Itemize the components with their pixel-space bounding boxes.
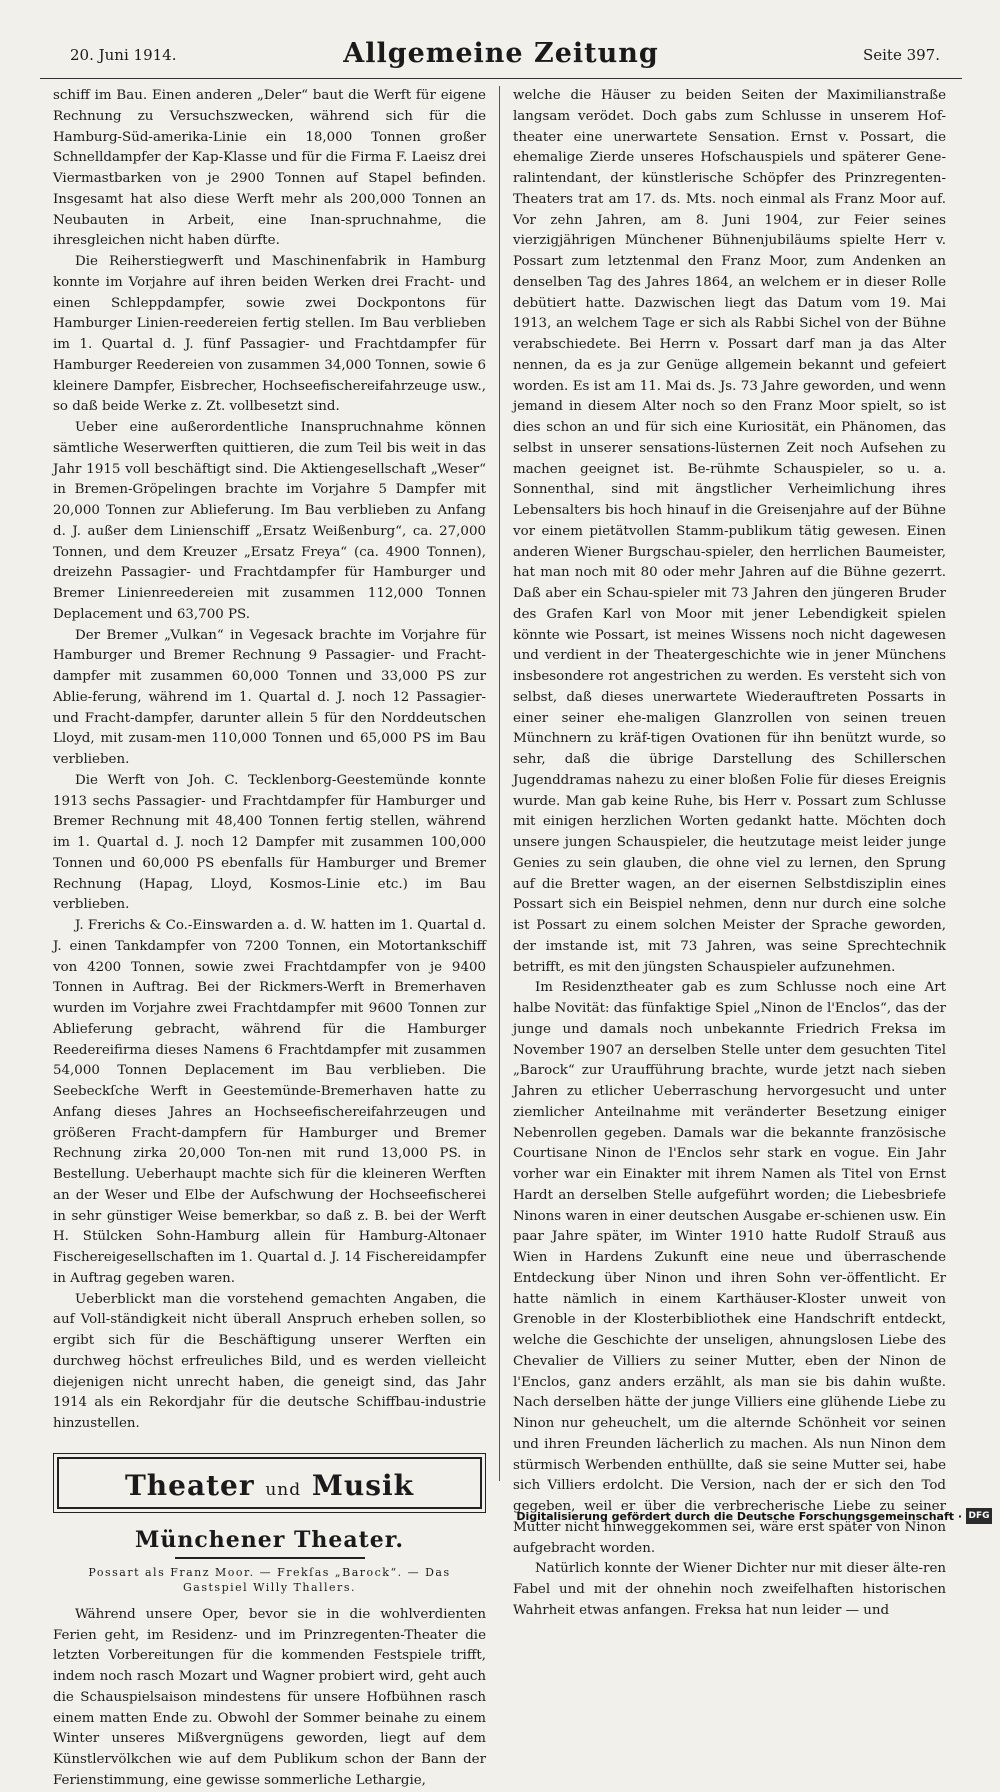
paragraph: Ueber eine außerordentliche Inanspruchnahme können sämtliche Weserwerften quittieren, die zum Teil bis weit in das Jahr 1915 voll beschäftigt sind. Die Aktiengesellschaft „Weser“ in Bremen-Gröpelingen brachte im Vorjahre 5 Dampfer mit 20,000 Tonnen zur Ablieferung. Im Bau verblieben zu Anfang d. J. außer dem Linienschiff „Ersatz Weißenburg“, ca. 27,000 Tonnen, und dem Kreuzer „Ersatz Freya“ (ca. 4900 Tonnen), dreizehn Passagier- und Frachtdampfer für Hamburger und Bremer Linienreedereien mit zusammen 112,000 Tonnen Deplacement und 63,700 PS. bbox=[53, 420, 486, 622]
issue-date: 20. Juni 1914. bbox=[70, 46, 177, 64]
dfg-logo: DFG bbox=[966, 1508, 992, 1524]
footer-credit: Digitalisierung gefördert durch die Deutsche Forschungsgemeinschaft · bbox=[516, 1510, 962, 1523]
section-heading-theater: Theater bbox=[124, 1468, 255, 1502]
page-header bbox=[40, 38, 962, 79]
paragraph: Im Residenztheater gab es zum Schlusse noch eine Art halbe Novität: das fünfaktige Spiel „Ninon de l'Enclos“, das der junge und damals noch unbekannte Friedrich Freksa im November 1907 an derselben Stelle unter dem gesuchten Titel „Barock“ zur Uraufführung brachte, wurde jetzt nach sieben Jahren zu etlicher Ueberraschung hervorgesucht und unter ziemlicher Anteilnahme mit veränderter Besetzung einiger Nebenrollen gegeben. Damals war die bekannte französische Courtisane Ninon de l'Enclos sehr stark en vogue. Ein Jahr vorher war ein Einakter mit ihrem Namen als Titel von Ernst Hardt an derselben Stelle aufgeführt worden; die Liebesbriefe Ninons waren in einer deutschen Ausgabe er-schienen usw. Ein paar Jahre später, im Winter 1910 hatte Rudolf Strauß aus Wien in Hardens Zukunft eine neue und überraschende Entdeckung über Ninon und ihren Sohn ver-öffentlicht. Er hatte nämlich in einem Karthäuser-Kloster unweit von Grenoble in der Klosterbibliothek eine Handschrift entdeckt, welche die Geschichte der unseligen, ahnungslosen Liebe des Chevalier de Villiers zu seiner Mutter, eben der Ninon de l'Enclos, ganz anders erzählt, als man sie bis dahin wußte. Nach derselben hätte der junge Villiers eine glühende Liebe zu Ninon nur geheuchelt, um die alternde Schönheit vor seinen und ihren Freunden lächerlich zu machen. Als nun Ninon dem stürmisch Werbenden enthüllte, daß sie seine Mutter sei, habe sich Villiers erdolcht. Die Version, nach der er sich den Tod gegeben, weil er über die verbrecherische Liebe zu seiner Mutter nicht hinweggekommen sei, wäre erst später von Ninon aufgebracht worden. bbox=[513, 980, 946, 1556]
page-number: Seite 397. bbox=[862, 46, 940, 64]
page-footer bbox=[0, 1498, 1000, 1532]
section-heading-musik: Musik bbox=[311, 1468, 415, 1502]
newspaper-title: Allgemeine Zeitung bbox=[343, 38, 659, 69]
article-title: Münchener Theater. bbox=[135, 1526, 404, 1553]
title-rule bbox=[175, 1557, 365, 1559]
paragraph: Ueberblickt man die vorstehend gemachten Angaben, die auf Voll-ständigkeit nicht überall Anspruch erheben sollen, so ergibt sich für die Beschäftigung unserer Werften ein durchweg höchst erfreuliches Bild, und es werden vielleicht diejenigen nicht unrecht haben, die geneigt sind, das Jahr 1914 als ein Rekordjahr für die deutsche Schiffbau-industrie hinzustellen. bbox=[53, 1291, 486, 1431]
paragraph: Die Werft von Joh. C. Tecklenborg-Geestemünde konnte 1913 sechs Passagier- und Frachtdampfer für Hamburger und Bremer Rechnung mit 48,400 Tonnen fertig stellen, während im 1. Quartal d. J. noch 12 Dampfer mit zusammen 100,000 Tonnen und 60,000 PS ebenfalls für Hamburger und Bremer Rechnung (Hapag, Lloyd, Kosmos-Linie etc.) im Bau verblieben. bbox=[53, 772, 486, 913]
paragraph: welche die Häuser zu beiden Seiten der Maximilianstraße langsam verödet. Doch gabs zum Schlusse in unserem Hof-theater eine unerwartete Sensation. Ernst v. Possart, die ehemalige Zierde unseres Hofschauspiels und späterer Gene-ralintendant, der künstlerische Schöpfer des Prinzregenten-Theaters trat am 17. ds. Mts. noch einmal als Franz Moor auf. Vor zehn Jahren, am 8. Juni 1904, zur Feier seines vierzigjährigen Münchener Bühnenjubiläums spielte Herr v. Possart zum letztenmal den Franz Moor, zum Andenken an denselben Tag des Jahres 1864, an welchem er in dieser Rolle debütiert hatte. Dazwischen liegt das Datum vom 19. Mai 1913, an welchem Tage er sich als Rabbi Sichel von der Bühne verabschiedete. Bei Herrn v. Possart darf man ja das Alter nennen, da es ja zur Genüge allgemein bekannt und gefeiert worden. Es ist am 11. Mai ds. Js. 73 Jahre geworden, und wenn jemand in diesem Alter noch so den Franz Moor spielt, so ist dies schon an und für sich eine Kuriosität, ein Phänomen, das selbst in unserer sensations-lüsternen Zeit noch Aufsehen zu machen geeignet ist. Be-rühmte Schauspieler, so u. a. Sonnenthal, sind mit ängstlicher Verheimlichung ihres Lebensalters bis hoch hinauf in die Greisenjahre auf der Bühne vor einem pietätvollen Stamm-publikum tätig gewesen. Einen anderen Wiener Burgschau-spieler, den herrlichen Baumeister, hat man noch mit 80 oder mehr Jahren auf die Bühne gezerrt. Daß aber ein Schau-spieler mit 73 Jahren den jüngeren Bruder des Grafen Karl von Moor mit jener Lebendigkeit spielen könnte wie Possart, ist meines Wissens noch nicht dagewesen und verdient in der Theatergeschichte wie in jener Münchens insbesondere rot angestrichen zu werden. Es versteht sich von selbst, daß dieses unerwartete Wiederauftreten Possarts in einer seiner ehe-maligen Glanzrollen von seinen treuen Münchnern zu kräf-tigen Ovationen für ihn benützt wurde, so sehr, daß die übrige Darstellung des Schillerschen Jugenddramas nahezu zu einer bloßen Folie für dieses Ereignis wurde. Man gab keine Ruhe, bis Herr v. Possart zum Schlusse mit einigen herzlichen Worten gedankt hatte. Möchten doch unsere jungen Schauspieler, die heutzutage meist leider junge Genies zu sein glauben, die ohne viel zu lernen, den Sprung auf die Bretter wagen, an der eisernen Selbstdisziplin eines Possart sich ein Beispiel nehmen, denn nur durch eine solche ist Possart zu einem solchen Meister der Sprache geworden, der imstande ist, mit 73 Jahren, was seine Sprechtechnik betrifft, es mit den jüngsten Schauspieler aufzunehmen. bbox=[513, 88, 946, 975]
section-heading-und: und bbox=[265, 1479, 302, 1500]
left-column bbox=[53, 86, 486, 1788]
column-divider bbox=[499, 86, 500, 1481]
article-tagline: Possart als Franz Moor. — Frekſas „Barock“. — Das Gastspiel Willy Thallers. bbox=[88, 1565, 451, 1594]
paragraph: Natürlich konnte der Wiener Dichter nur mit dieser älte-ren Fabel und mit der ohnehin noch zweifelhaften historischen Wahrheit etwas anfangen. Freksa hat nun leider — und bbox=[513, 1561, 946, 1618]
paragraph: Während unsere Oper, bevor sie in die wohlverdienten Ferien geht, im Residenz- und im Prinzregenten-Theater die letzten Vorbereitungen für die kommenden Festspiele trifft, indem noch rasch Mozart und Wagner probiert wird, geht auch die Schauspielsaison mindestens für unsere Hofbühnen rasch einem matten Ende zu. Obwohl der Sommer beinahe zu einem Winter unseres Mißvergnügens geworden, liegt auf dem Künstlervölkchen wie auf dem Publikum schon der Bann der Ferienstimmung, eine gewisse sommerliche Lethargie, bbox=[53, 1606, 486, 1788]
paragraph: Der Bremer „Vulkan“ in Vegesack brachte im Vorjahre für Hamburger und Bremer Rechnung 9 Passagier- und Fracht-dampfer mit zusammen 60,000 Tonnen und 33,000 PS zur Ablie-ferung, während im 1. Quartal d. J. noch 12 Passagier- und Fracht-dampfer, darunter allein 5 für den Norddeutschen Lloyd, mit zusam-men 110,000 Tonnen und 65,000 PS im Bau verblieben. bbox=[53, 627, 486, 767]
paragraph: Die Reiherstiegwerft und Maschinenfabrik in Hamburg konnte im Vorjahre auf ihren beiden Werken drei Fracht- und einen Schleppdampfer, sowie zwei Dockpontons für Hamburger Linien-reedereien fertig stellen. Im Bau verblieben im 1. Quartal d. J. fünf Passagier- und Frachtdampfer für Hamburger Reedereien von zusammen 34,000 Tonnen, sowie 6 kleinere Dampfer, Eisbrecher, Hochseefischereifahrzeuge usw., so daß beide Werke z. Zt. vollbesetzt sind. bbox=[53, 254, 486, 415]
paragraph: J. Frerichs & Co.-Einswarden a. d. W. hatten im 1. Quartal d. J. einen Tankdampfer von 7200 Tonnen, ein Motortankschiff von 4200 Tonnen, sowie zwei Frachtdampfer von je 9400 Tonnen in Auftrag. Bei der Rickmers-Werft in Bremerhaven wurden im Vorjahre zwei Frachtdampfer mit 9600 Tonnen zur Ablieferung gebracht, während für die Hamburger Reedereifirma dieses Namens 6 Frachtdampfer mit zusammen 54,000 Tonnen Deplacement im Bau verblieben. Die Seebeckſche Werft in Geestemünde-Bremerhaven hatte zu Anfang dieses Jahres an Hochseefischereifahrzeugen und größeren Fracht-dampfern für Hamburger und Bremer Rechnung zirka 20,000 Ton-nen mit rund 13,000 PS. in Bestellung. Ueberhaupt machte sich für die kleineren Werften an der Weser und Elbe der Aufschwung der Hochseefischerei in sehr günstiger Weise bemerkbar, so daß z. B. bei der Werft H. Stülcken Sohn-Hamburg allein für Hamburg-Altonaer Fischereigesellschaften im 1. Quartal d. J. 14 Fischereidampfer in Auftrag gegeben waren. bbox=[53, 918, 486, 1286]
section-heading bbox=[59, 1469, 480, 1502]
paragraph: schiff im Bau. Einen anderen „Deler“ baut die Werft für eigene Rechnung zu Versuchszwecken, während sich für die Hamburg-Süd-amerika-Linie ein 18,000 Tonnen großer Schnelldampfer der Kap-Klasse und für die Firma F. Laeisz drei Viermastbarken von je 2900 Tonnen auf Stapel befinden. Insgesamt hat also diese Werft mehr als 200,000 Tonnen an Neubauten in Arbeit, eine Inan-spruchnahme, die ihresgleichen nicht haben dürfte. bbox=[53, 88, 486, 249]
